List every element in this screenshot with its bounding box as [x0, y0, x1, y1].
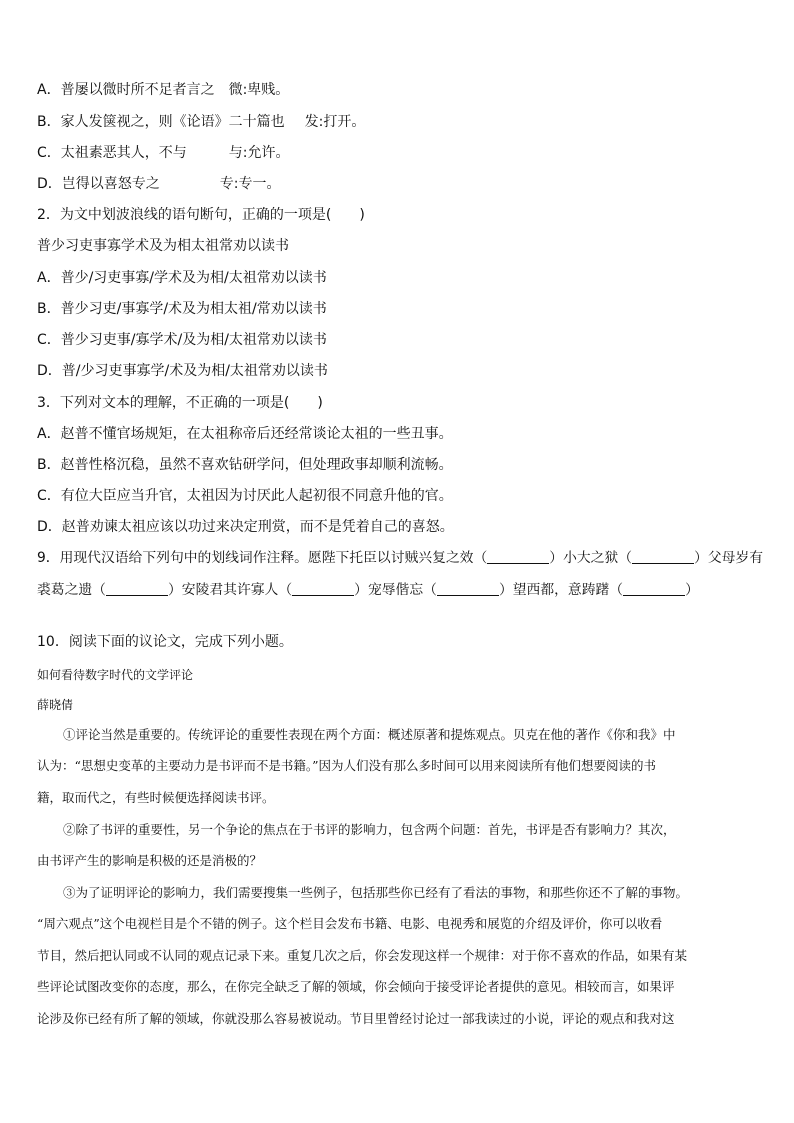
paragraph-1-line-2: 认为：“思想史变革的主要动力是书评而不是书籍。”因为人们没有那么多时间可以用来阅读所有他们想要阅读的书: [37, 758, 657, 773]
q1-option-b: [37, 112, 365, 132]
answer-blank[interactable]: [437, 581, 499, 596]
paragraph-3-line-2: “周六观点”这个电视栏目是个不错的例子。这个栏目会发布书籍、电影、电视秀和展览的介绍及评价，你可以收看: [37, 916, 663, 931]
q9-text-1a: 9．用现代汉语给下列句中的划线词作注释。愿陛下托臣以讨贼兴复之效（: [37, 550, 488, 566]
q1-option-b-gloss: 发:打开。: [304, 114, 366, 130]
q2-option-a: A．普少/习吏事寡/学术及为相/太祖常劝以读书: [37, 270, 327, 286]
q9-text-2c: ）宠辱偕忘（: [354, 582, 437, 598]
q1-option-d: [37, 174, 281, 194]
paragraph-3-line-1: ③为了证明评论的影响力，我们需要搜集一些例子，包括那些你已经有了看法的事物，和那些你还不了解的事物。: [63, 885, 689, 900]
answer-blank[interactable]: [632, 549, 694, 564]
q1-option-a: [37, 80, 289, 100]
q1-option-d-gloss: 专:专一。: [219, 176, 281, 192]
answer-blank[interactable]: [487, 549, 549, 564]
q9-text-2b: ）安陵君其许寡人（: [167, 582, 293, 598]
q9-text-1c: ）父母岁有: [694, 550, 764, 566]
paragraph-1-line-1: ①评论当然是重要的。传统评论的重要性表现在两个方面：概述原著和提炼观点。贝克在他的著作《你和我》中: [63, 727, 676, 742]
q2-sentence: 普少习吏事寡学术及为相太祖常劝以读书: [37, 238, 289, 254]
q3-option-b: B．赵普性格沉稳，虽然不喜欢钻研学问，但处理政事却顺利流畅。: [37, 457, 453, 473]
q2-stem: 2．为文中划波浪线的语句断句，正确的一项是( ): [37, 207, 365, 223]
q1-option-a-text: A．普屡以微时所不足者言之: [37, 82, 215, 98]
article-author: 薛晓倩: [37, 698, 74, 712]
q2-option-b: B．普少习吏/事寡学/术及为相太祖/常劝以读书: [37, 301, 327, 317]
q9-text-2a: 裘葛之遗（: [37, 582, 106, 598]
q9-text-2d: ）望西都，意踌躇（: [498, 582, 624, 598]
paragraph-3-line-5: 论涉及你已经有所了解的领域，你就没那么容易被说动。节目里曾经讨论过一部我读过的小说，评论的观点和我对这: [37, 1011, 675, 1026]
paragraph-1-line-3: 籍，取而代之，有些时候便选择阅读书评。: [37, 790, 275, 805]
q1-option-a-gloss: 微:卑贱。: [228, 82, 290, 98]
paragraph-3-line-4: 些评论试图改变你的态度，那么，在你完全缺乏了解的领域，你会倾向于接受评论者提供的意见。相较而言，如果评: [37, 979, 675, 994]
q9-text-2e: ）: [685, 582, 699, 598]
q1-option-b-text: B．家人发箧视之，则《论语》二十篇也: [37, 114, 285, 130]
paragraph-3-line-3: 节目，然后把认同或不认同的观点记录下来。重复几次之后，你会发现这样一个规律：对于你不喜欢的作品，如果有某: [37, 948, 688, 963]
q2-option-c: C．普少习吏事/寡学术/及为相/太祖常劝以读书: [37, 332, 327, 348]
paragraph-2-line-1: ②除了书评的重要性，另一个争论的焦点在于书评的影响力，包含两个问题：首先，书评是否有影响力？其次，: [63, 822, 676, 837]
q9-text-1b: ）小大之狱（: [549, 550, 633, 566]
article-title: 如何看待数字时代的文学评论: [37, 668, 194, 682]
q3-option-a: A．赵普不懂官场规矩，在太祖称帝后还经常谈论太祖的一些丑事。: [37, 426, 453, 442]
answer-blank[interactable]: [106, 581, 168, 596]
q2-option-d: D．普/少习吏事寡学/术及为相/太祖常劝以读书: [37, 363, 328, 379]
q1-option-c-text: C．太祖素恶其人，不与: [37, 145, 187, 161]
q3-option-c: C．有位大臣应当升官，太祖因为讨厌此人起初很不同意升他的官。: [37, 488, 453, 504]
q1-option-c: [37, 143, 290, 163]
q9-line-1: [37, 548, 763, 568]
q10-stem: 10．阅读下面的议论文，完成下列小题。: [37, 634, 293, 650]
q1-option-c-gloss: 与:允许。: [228, 145, 290, 161]
q3-option-d: D．赵普劝谏太祖应该以功过来决定刑赏，而不是凭着自己的喜怒。: [37, 519, 454, 535]
q9-line-2: [37, 580, 699, 600]
paragraph-2-line-2: 由书评产生的影响是积极的还是消极的？: [37, 853, 263, 868]
q3-stem: 3．下列对文本的理解，不正确的一项是( ): [37, 395, 323, 411]
answer-blank[interactable]: [623, 581, 685, 596]
answer-blank[interactable]: [292, 581, 354, 596]
q1-option-d-text: D．岂得以喜怒专之: [37, 176, 160, 192]
